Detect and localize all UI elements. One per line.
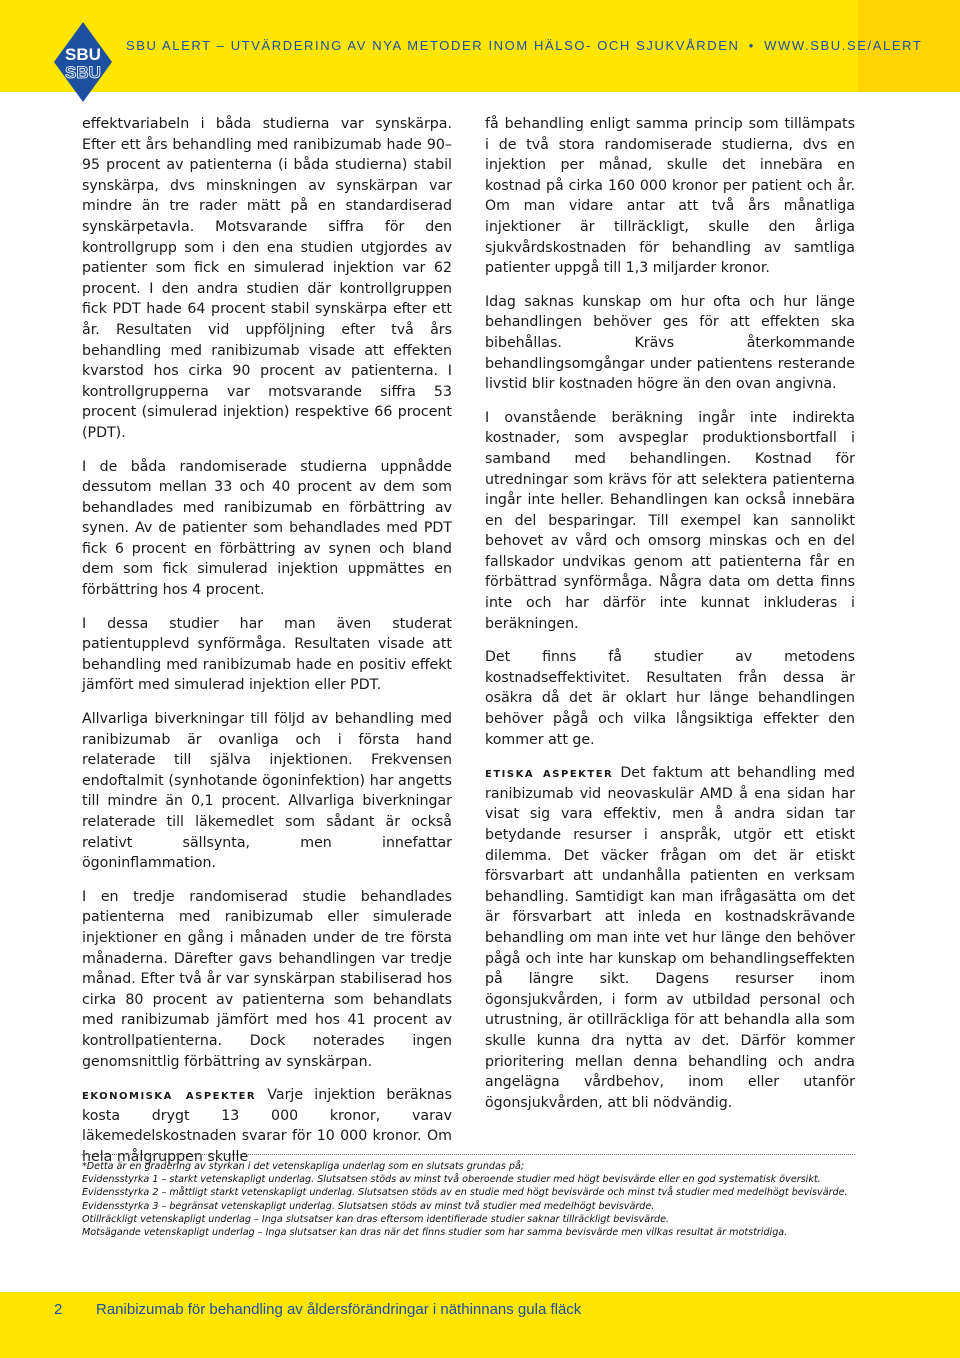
- paragraph-text: Det faktum att behandling med ranibizumab vid neovaskulär AMD å ena sidan har visat sig vara effektiv, men å andra sidan tar betydande resurser i anspråk, utgör ett etiskt dilemma. Det väcker frågan om det är etiskt försvarbart att undanhålla patienten en verksam behandling. Samtidigt kan man ifrågasätta om det är försvarbart att inleda en kostnadskrävande behandling om man inte vet hur länge den behöver pågå och inte har kunskap om behandlingseffekten på längre sikt. Dagens resurser inom ögonsjukvården, i form av utbildad personal och utrustning, är otillräckliga för att behandla alla som skulle kunna dra nytta av det. Därför kommer prioritering mellan denna behandling och andra angelägna vårdbehov, inom eller utanför ögonsjukvården, att bli nödvändig.: [485, 765, 856, 1111]
- paragraph-text: Varje injektion beräknas kosta drygt 13 000 kronor, varav läkemedelskostnaden svarar för 10 000 kronor. Om hela målgruppen skulle: [82, 1087, 452, 1165]
- footnote-line: Evidensstyrka 1 – starkt vetenskapligt underlag. Slutsatsen stöds av minst två oberoende studier med högt bevisvärde eller en god systematisk översikt.: [82, 1174, 821, 1186]
- logo-text-bottom: SBU: [65, 63, 101, 82]
- page-number: 2: [54, 1301, 63, 1318]
- right-column: [485, 114, 855, 1126]
- sbu-logo-icon: [54, 22, 112, 102]
- header-title-text: SBU ALERT – UTVÄRDERING AV NYA METODER INOM HÄLSO- OCH SJUKVÅRDEN: [126, 38, 740, 53]
- section-heading-ekonomiska: ekonomiska aspekter: [82, 1087, 257, 1104]
- footnote-line: *Detta är en gradering av styrkan i det vetenskapliga underlag som en slutsats grundas på;: [82, 1161, 525, 1172]
- header-separator: •: [748, 38, 755, 53]
- left-column: [82, 114, 452, 1181]
- footnote-divider: [82, 1154, 855, 1155]
- header-url-link[interactable]: WWW.SBU.SE/ALERT: [764, 38, 923, 53]
- footnote-line: Evidensstyrka 2 – måttligt starkt vetenskapligt underlag. Slutsatsen stöds av en studie med högt bevisvärde och minst två studier med medelhögt bevisvärde.: [82, 1187, 848, 1199]
- paragraph: Idag saknas kunskap om hur ofta och hur länge behandlingen behöver ges för att effekten ska bibehållas. Krävs återkommande behandlingsomgångar under patientens resterande livstid blir kostnaden högre än den ovan angivna.: [485, 293, 855, 393]
- paragraph: I dessa studier har man även studerat patientupplevd synförmåga. Resultaten visade att behandling med ranibizumab hade en positiv effekt jämfört med simulerad injektion eller PDT.: [82, 615, 452, 694]
- logo-text-top: SBU: [65, 45, 101, 64]
- paragraph: [485, 763, 855, 1113]
- footnote-line: Motsägande vetenskapligt underlag – Inga slutsatser kan dras när det finns studier som har samma bevisvärde men vilkas resultat är motstridiga.: [82, 1227, 788, 1239]
- footnote-line: Otillräckligt vetenskapligt underlag – Inga slutsatser kan dras eftersom identifierade studier saknar tillräckligt bevisvärde.: [82, 1213, 670, 1225]
- paragraph: I de båda randomiserade studierna uppnådde dessutom mellan 33 och 40 procent av dem som behandlades med ranibizumab en förbättring av synen. Av de patienter som behandlades med PDT fick 6 procent en förbättring av synen och bland dem som fick simulerad injektion uppmättes en förbättring hos 4 procent.: [82, 458, 452, 599]
- paragraph: I en tredje randomiserad studie behandlades patienterna med ranibizumab eller simulerade injektioner en gång i månaden under de tre första månaderna. Därefter gavs behandlingen var tredje månad. Efter två år var synskärpan stabiliserad hos cirka 80 procent av patienterna som behandlats med ranibizumab jämfört med hos 41 procent av kontrollpatienterna. Dock noterades ingen genomsnittlig förbättring av synskärpan.: [82, 888, 452, 1070]
- footer-title: Ranibizumab för behandling av åldersförändringar i näthinnans gula fläck: [96, 1301, 582, 1318]
- paragraph: effektvariabeln i båda studierna var synskärpa. Efter ett års behandling med ranibizumab hade 90–95 procent av patienterna (i båda studierna) stabil synskärpa, dvs minskningen av synskärpan var mindre än tre rader mätt på en standardiserad synskärpetavla. Motsvarande siffra för den kontrollgrupp som i den ena studien utgjordes av patienter som fick en simulerad injektion var 62 procent. I den andra studien där kontrollgruppen fick PDT hade 64 procent stabil synskärpa efter ett år. Resultaten vid uppföljning efter två års behandling med ranibizumab visade att effekten kvarstod hos cirka 90 procent av patienterna. I kontrollgrupperna var motsvarande siffra 53 procent (simulerad injektion) respektive 66 procent (PDT).: [82, 116, 452, 441]
- paragraph: Allvarliga biverkningar till följd av behandling med ranibizumab är ovanliga och i första hand relaterade till själva injektionen. Frekvensen endoftalmit (synhotande ögoninfektion) har angetts till mindre än 0,1 procent. Allvarliga biverkningar relaterade till läkemedlet som sådant är också relativt sällsynta, men innefattar ögoninflammation.: [82, 711, 452, 872]
- paragraph: Det finns få studier av metodens kostnadseffektivitet. Resultaten från dessa är osäkra då det är oklart hur länge behandlingen behöver pågå och vilka långsiktiga effekter den kommer att ge.: [485, 649, 855, 748]
- paragraph: I ovanstående beräkning ingår inte indirekta kostnader, som avspeglar produktionsbortfall i samband med behandlingen. Kostnad för utredningar som krävs för att selektera patienterna ingår inte heller. Behandlingen kan också innebära en del besparingar. Till exempel kan sannolikt behovet av vård och omsorg minskas och en del fallskador undvikas genom att patienterna får en förbättrad synförmåga. Några data om detta finns inte och har därför inte kunnat inkluderas i beräkningen.: [485, 409, 855, 632]
- paragraph: få behandling enligt samma princip som tillämpats i de två stora randomiserade studierna, dvs en injektion per månad, skulle det innebära en kostnad på cirka 160 000 kronor per patient och år. Om man vidare antar att två års månatliga injektioner är tillräckligt, skulle den årliga sjukvårdskostnaden för behandling av samtliga patienter uppgå till 1,3 miljarder kronor.: [485, 116, 855, 277]
- footnote-line: Evidensstyrka 3 – begränsat vetenskapligt underlag. Slutsatsen stöds av minst två studier med medelhögt bevisvärde.: [82, 1200, 655, 1212]
- section-heading-etiska: etiska aspekter: [485, 765, 614, 782]
- paragraph: [82, 1085, 452, 1167]
- footnotes: [82, 1160, 872, 1239]
- header-title: [126, 38, 922, 53]
